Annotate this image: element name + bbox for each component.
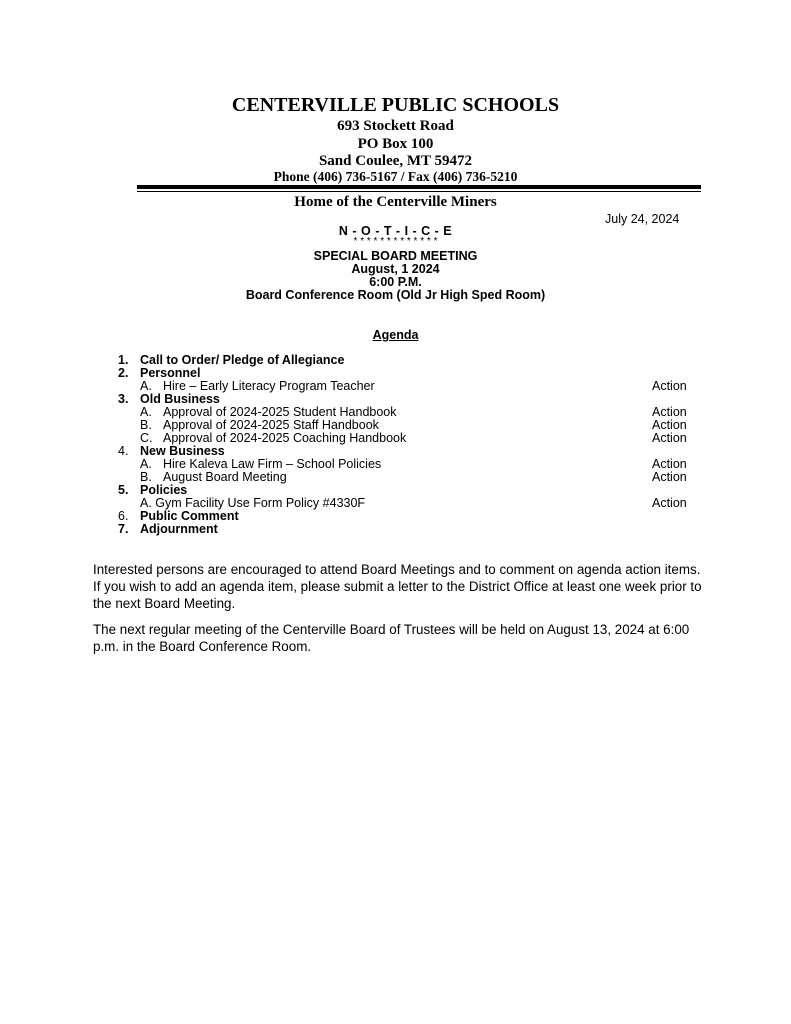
- agenda-subitem-letter: B.: [140, 418, 152, 432]
- street-address: 693 Stockett Road: [337, 118, 454, 134]
- notice-stars: * * * * * * * * * * * * *: [353, 236, 438, 247]
- tagline: Home of the Centerville Miners: [294, 194, 497, 210]
- agenda-subitem-text: Approval of 2024-2025 Coaching Handbook: [163, 431, 407, 445]
- agenda-item-text: Public Comment: [140, 509, 239, 523]
- po-box: PO Box 100: [357, 136, 434, 152]
- agenda-item-number: 5.: [118, 483, 129, 497]
- meeting-location: Board Conference Room (Old Jr High Sped Room): [245, 288, 546, 302]
- agenda-action-label: Action: [652, 496, 687, 510]
- agenda-item-text: Policies: [140, 483, 188, 497]
- agenda-item-text: Call to Order/ Pledge of Allegiance: [140, 353, 345, 367]
- agenda-heading: Agenda: [372, 328, 419, 342]
- agenda-subitem-letter: B.: [140, 470, 152, 484]
- agenda-subitem-text: A. Gym Facility Use Form Policy #4330F: [140, 496, 366, 510]
- agenda-subitem-letter: A.: [140, 457, 152, 471]
- agenda-action-label: Action: [652, 405, 687, 419]
- agenda-subitem-text: August Board Meeting: [163, 470, 287, 484]
- agenda-action-label: Action: [652, 457, 687, 471]
- agenda-item-text: New Business: [140, 444, 225, 458]
- notice-title: N - O - T - I - C - E: [338, 224, 453, 238]
- school-name: CENTERVILLE PUBLIC SCHOOLS: [231, 94, 560, 116]
- agenda-action-label: Action: [652, 431, 687, 445]
- agenda-action-label: Action: [652, 418, 687, 432]
- meeting-type: SPECIAL BOARD MEETING: [313, 249, 478, 263]
- agenda-action-label: Action: [652, 379, 687, 393]
- meeting-time: 6:00 P.M.: [369, 275, 422, 289]
- agenda-item-text: Adjournment: [140, 522, 218, 536]
- meeting-date: August, 1 2024: [351, 262, 440, 276]
- header-divider-thick: [137, 185, 701, 189]
- agenda-item-number: 4.: [118, 444, 129, 458]
- agenda-item-text: Personnel: [140, 366, 201, 380]
- agenda-subitem-letter: C.: [140, 431, 153, 445]
- agenda-item-number: 2.: [118, 366, 129, 380]
- agenda-item-number: 3.: [118, 392, 129, 406]
- notice-date: July 24, 2024: [605, 212, 680, 226]
- agenda-subitem-text: Hire – Early Literacy Program Teacher: [163, 379, 375, 393]
- header-divider-thin: [137, 191, 701, 192]
- agenda-subitem-letter: A.: [140, 379, 152, 393]
- phone-fax: Phone (406) 736-5167 / Fax (406) 736-5210: [273, 169, 518, 184]
- agenda-subitem-text: Approval of 2024-2025 Student Handbook: [163, 405, 397, 419]
- attendance-paragraph: Interested persons are encouraged to attend Board Meetings and to comment on agenda action items. If you wish to add an agenda item, please submit a letter to the District Office at least one week prior to the next Board Meeting.: [93, 562, 702, 611]
- agenda-subitem-letter: A.: [140, 405, 152, 419]
- agenda-item-text: Old Business: [140, 392, 220, 406]
- agenda-item-number: 7.: [118, 522, 129, 536]
- agenda-subitem-text: Hire Kaleva Law Firm – School Policies: [163, 457, 382, 471]
- city-state-zip: Sand Coulee, MT 59472: [318, 153, 473, 169]
- agenda-item-number: 1.: [118, 353, 129, 367]
- agenda-item-7: [0, 523, 791, 536]
- next-meeting-paragraph: The next regular meeting of the Centerville Board of Trustees will be held on August 13, 2024 at 6:00 p.m. in the Board Conference Room.: [93, 622, 690, 654]
- agenda-subitem-text: Approval of 2024-2025 Staff Handbook: [163, 418, 379, 432]
- agenda-item-number: 6.: [118, 509, 129, 523]
- agenda-action-label: Action: [652, 470, 687, 484]
